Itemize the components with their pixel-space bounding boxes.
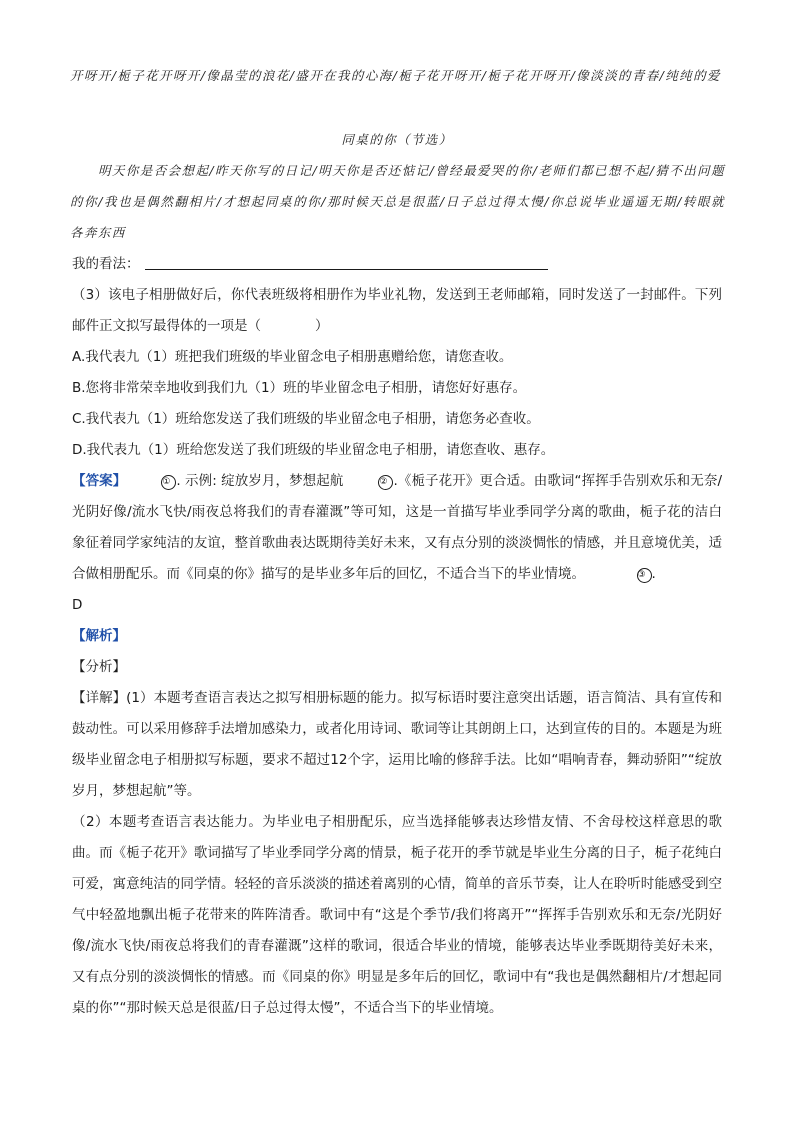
analysis-tag: 【解析】 <box>72 628 126 644</box>
option-d: D.我代表九（1）班给您发送了我们班级的毕业留念电子相册，请您查收、惠存。 <box>72 442 555 458</box>
answer-part3-value: D <box>72 597 83 613</box>
circled-number-2: ② <box>378 475 393 490</box>
my-view-label: 我的看法： <box>72 256 140 272</box>
circled-number-1: ① <box>161 475 176 490</box>
my-view-answer-line <box>145 269 548 270</box>
lyrics-tongzhuo: 明天你是否会想起/昨天你写的日记/明天你是否还惦记/曾经最爱哭的你/老师们都已想不起/猜不出问题的你/我也是偶然翻相片/才想起同桌的你/那时候天总是很蓝/日子总过得太慢/你总说毕业遥遥无期/转眼就各奔东西 <box>70 163 725 240</box>
answer-part3: . <box>651 566 656 582</box>
option-c: C.我代表九（1）班给您发送了我们班级的毕业留念电子相册，请您务必查收。 <box>72 411 540 427</box>
option-a: A.我代表九（1）班把我们班级的毕业留念电子相册惠赠给您，请您查收。 <box>72 349 513 365</box>
fenxi-tag: 【分析】 <box>72 659 126 675</box>
answer-part1: . 示例: 绽放岁月，梦想起航 <box>176 473 344 489</box>
question3-stem: （3）该电子相册做好后，你代表班级将相册作为毕业礼物，发送到王老师邮箱，同时发送了一封邮件。下列邮件正文拟写最得体的一项是（ ） <box>72 287 722 334</box>
lyrics-title: 同桌的你（节选） <box>341 132 453 147</box>
option-b: B.您将非常荣幸地收到我们九（1）班的毕业留念电子相册，请您好好惠存。 <box>72 380 527 396</box>
detail-p1-text: (1）本题考查语言表达之拟写相册标题的能力。拟写标语时要注意突出话题，语言简洁、具有宣传和鼓动性。可以采用修辞手法增加感染力，或者化用诗词、歌词等让其朗朗上口，达到宣传的目的。本题是为班级毕业留念电子相册拟写标题，要求不超过12个字，运用比喻的修辞手法。比如“唱响青春，舞动骄阳”“绽放岁月，梦想起航”等。 <box>72 690 722 799</box>
answer-block <box>72 466 722 590</box>
answer-tag: 【答案】 <box>72 473 127 489</box>
lyrics-zhizihua: 开呀开/栀子花开呀开/像晶莹的浪花/盛开在我的心海/栀子花开呀开/栀子花开呀开/像淡淡的青春/纯纯的爱 <box>70 68 721 83</box>
detail-tag: 【详解】 <box>72 690 127 706</box>
circled-number-3: ③ <box>637 568 652 583</box>
detail-paragraph-2: （2）本题考查语言表达能力。为毕业电子相册配乐，应当选择能够表达珍惜友情、不舍母校这样意思的歌曲。而《栀子花开》歌词描写了毕业季同学分离的情景，栀子花开的季节就是毕业生分离的日子，栀子花纯白可爱，寓意纯洁的同学情。轻轻的音乐淡淡的描述着离别的心情，简单的音乐节奏，让人在聆听时能感受到空气中轻盈地飘出栀子花带来的阵阵清香。歌词中有“这是个季节/我们将离开”“挥挥手告别欢乐和无奈/光阴好像/流水飞快/雨夜总将我们的青春灌溉”这样的歌词，很适合毕业的情境，能够表达毕业季既期待美好未来，又有点分别的淡淡惆怅的情感。而《同桌的你》明显是多年后的回忆，歌词中有“我也是偶然翻相片/才想起同桌的你”“那时候天总是很蓝/日子总过得太慢”，不适合当下的毕业情境。 <box>72 814 722 1016</box>
detail-paragraph-1 <box>72 683 722 807</box>
answer-part2: .《栀子花开》更合适。由歌词“挥挥手告别欢乐和无奈/光阴好像/流水飞快/雨夜总将我们的青春灌溉”等可知，这是一首描写毕业季同学分离的歌曲，栀子花的洁白象征着同学家纯洁的友谊，整首歌曲表达既期待美好未来，又有点分别的淡淡惆怅的情感，并且意境优美，适合做相册配乐。而《同桌的你》描写的是毕业多年后的回忆，不适合当下的毕业情境。 <box>72 473 722 582</box>
